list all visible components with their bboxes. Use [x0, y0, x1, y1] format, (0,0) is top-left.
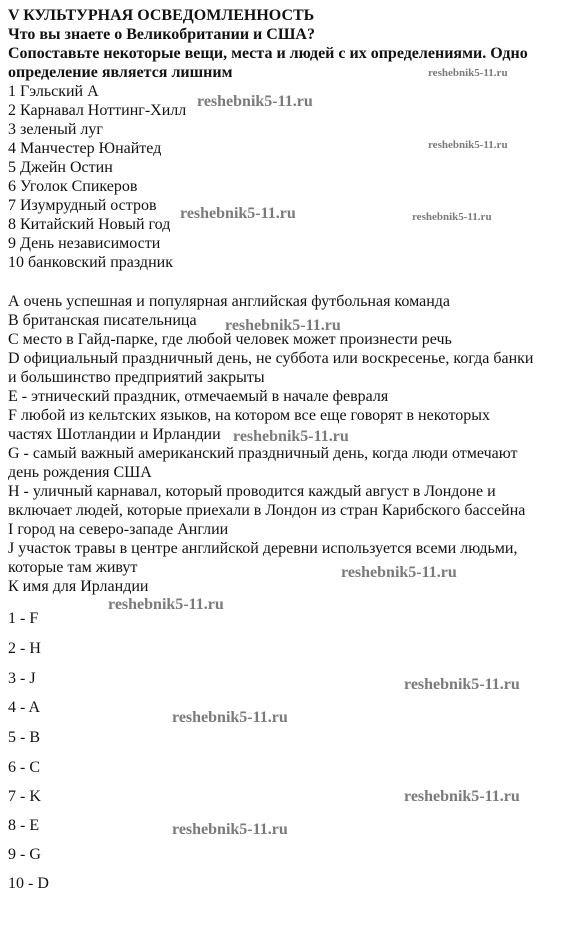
watermark: reshebnik5-11.ru [412, 211, 492, 223]
watermark: reshebnik5-11.ru [428, 139, 508, 151]
list-item: 3 зеленый луг [8, 121, 103, 138]
definition-line: К имя для Ирландии [8, 578, 149, 595]
definition-line: В британская писательница [8, 312, 197, 329]
answer-item: 9 - G [8, 846, 41, 863]
watermark: reshebnik5-11.ru [428, 67, 508, 79]
task-instruction-line-1: Сопоставьте некоторые вещи, места и людей с их определениями. Одно [8, 45, 528, 62]
definition-line: G - самый важный американский праздничный день, когда люди отмечают [8, 445, 518, 462]
definition-line: А очень успешная и популярная английская футбольная команда [8, 293, 450, 310]
definition-line: Н - уличный карнавал, который проводится каждый август в Лондоне и [8, 483, 496, 500]
definition-line: и большинство предприятий закрыты [8, 369, 265, 386]
watermark: reshebnik5-11.ru [197, 93, 313, 110]
definition-line: F любой из кельтских языков, на котором все еще говорят в некоторых [8, 407, 490, 424]
definition-line: D официальный праздничный день, не суббота или воскресенье, когда банки [8, 350, 534, 367]
definition-line: I город на северо-западе Англии [8, 521, 229, 538]
watermark: reshebnik5-11.ru [172, 709, 288, 726]
answer-item: 2 - H [8, 640, 41, 657]
watermark: reshebnik5-11.ru [225, 317, 341, 334]
list-item: 6 Уголок Спикеров [8, 178, 138, 195]
list-item: 4 Манчестер Юнайтед [8, 140, 162, 157]
watermark: reshebnik5-11.ru [172, 821, 288, 838]
answer-item: 8 - E [8, 817, 40, 834]
list-item: 9 День независимости [8, 235, 161, 252]
definition-line: Е - этнический праздник, отмечаемый в начале февраля [8, 388, 389, 405]
watermark: reshebnik5-11.ru [404, 676, 520, 693]
answer-item: 6 - C [8, 759, 40, 776]
definition-line: день рождения США [8, 464, 152, 481]
task-instruction-line-2: определение является лишним [8, 64, 233, 81]
watermark: reshebnik5-11.ru [404, 788, 520, 805]
watermark: reshebnik5-11.ru [108, 596, 224, 613]
definition-line: включает людей, которые приехали в Лондон из стран Карибского бассейна [8, 502, 526, 519]
list-item: 8 Китайский Новый год [8, 216, 171, 233]
list-item: 1 Гэльский А [8, 83, 99, 100]
definition-line: J участок травы в центре английской деревни используется всеми людьми, [8, 540, 518, 557]
section-question: Что вы знаете о Великобритании и США? [8, 26, 315, 43]
answer-item: 10 - D [8, 875, 49, 892]
definition-line: частях Шотландии и Ирландии [8, 426, 221, 443]
list-item: 7 Изумрудный остров [8, 197, 157, 214]
answer-item: 1 - F [8, 610, 39, 627]
watermark: reshebnik5-11.ru [233, 428, 349, 445]
definition-line: С место в Гайд-парке, где любой человек может произнести речь [8, 331, 452, 348]
watermark: reshebnik5-11.ru [341, 564, 457, 581]
answer-item: 5 - B [8, 729, 40, 746]
list-item: 2 Карнавал Ноттинг-Хилл [8, 102, 187, 119]
list-item: 5 Джейн Остин [8, 159, 113, 176]
answer-item: 3 - J [8, 670, 36, 687]
section-title: V КУЛЬТУРНАЯ ОСВЕДОМЛЕННОСТЬ [8, 7, 315, 24]
answer-item: 4 - A [8, 699, 40, 716]
watermark: reshebnik5-11.ru [180, 205, 296, 222]
definition-line: которые там живут [8, 559, 138, 576]
list-item: 10 банковский праздник [8, 254, 173, 271]
answer-item: 7 - K [8, 788, 41, 805]
